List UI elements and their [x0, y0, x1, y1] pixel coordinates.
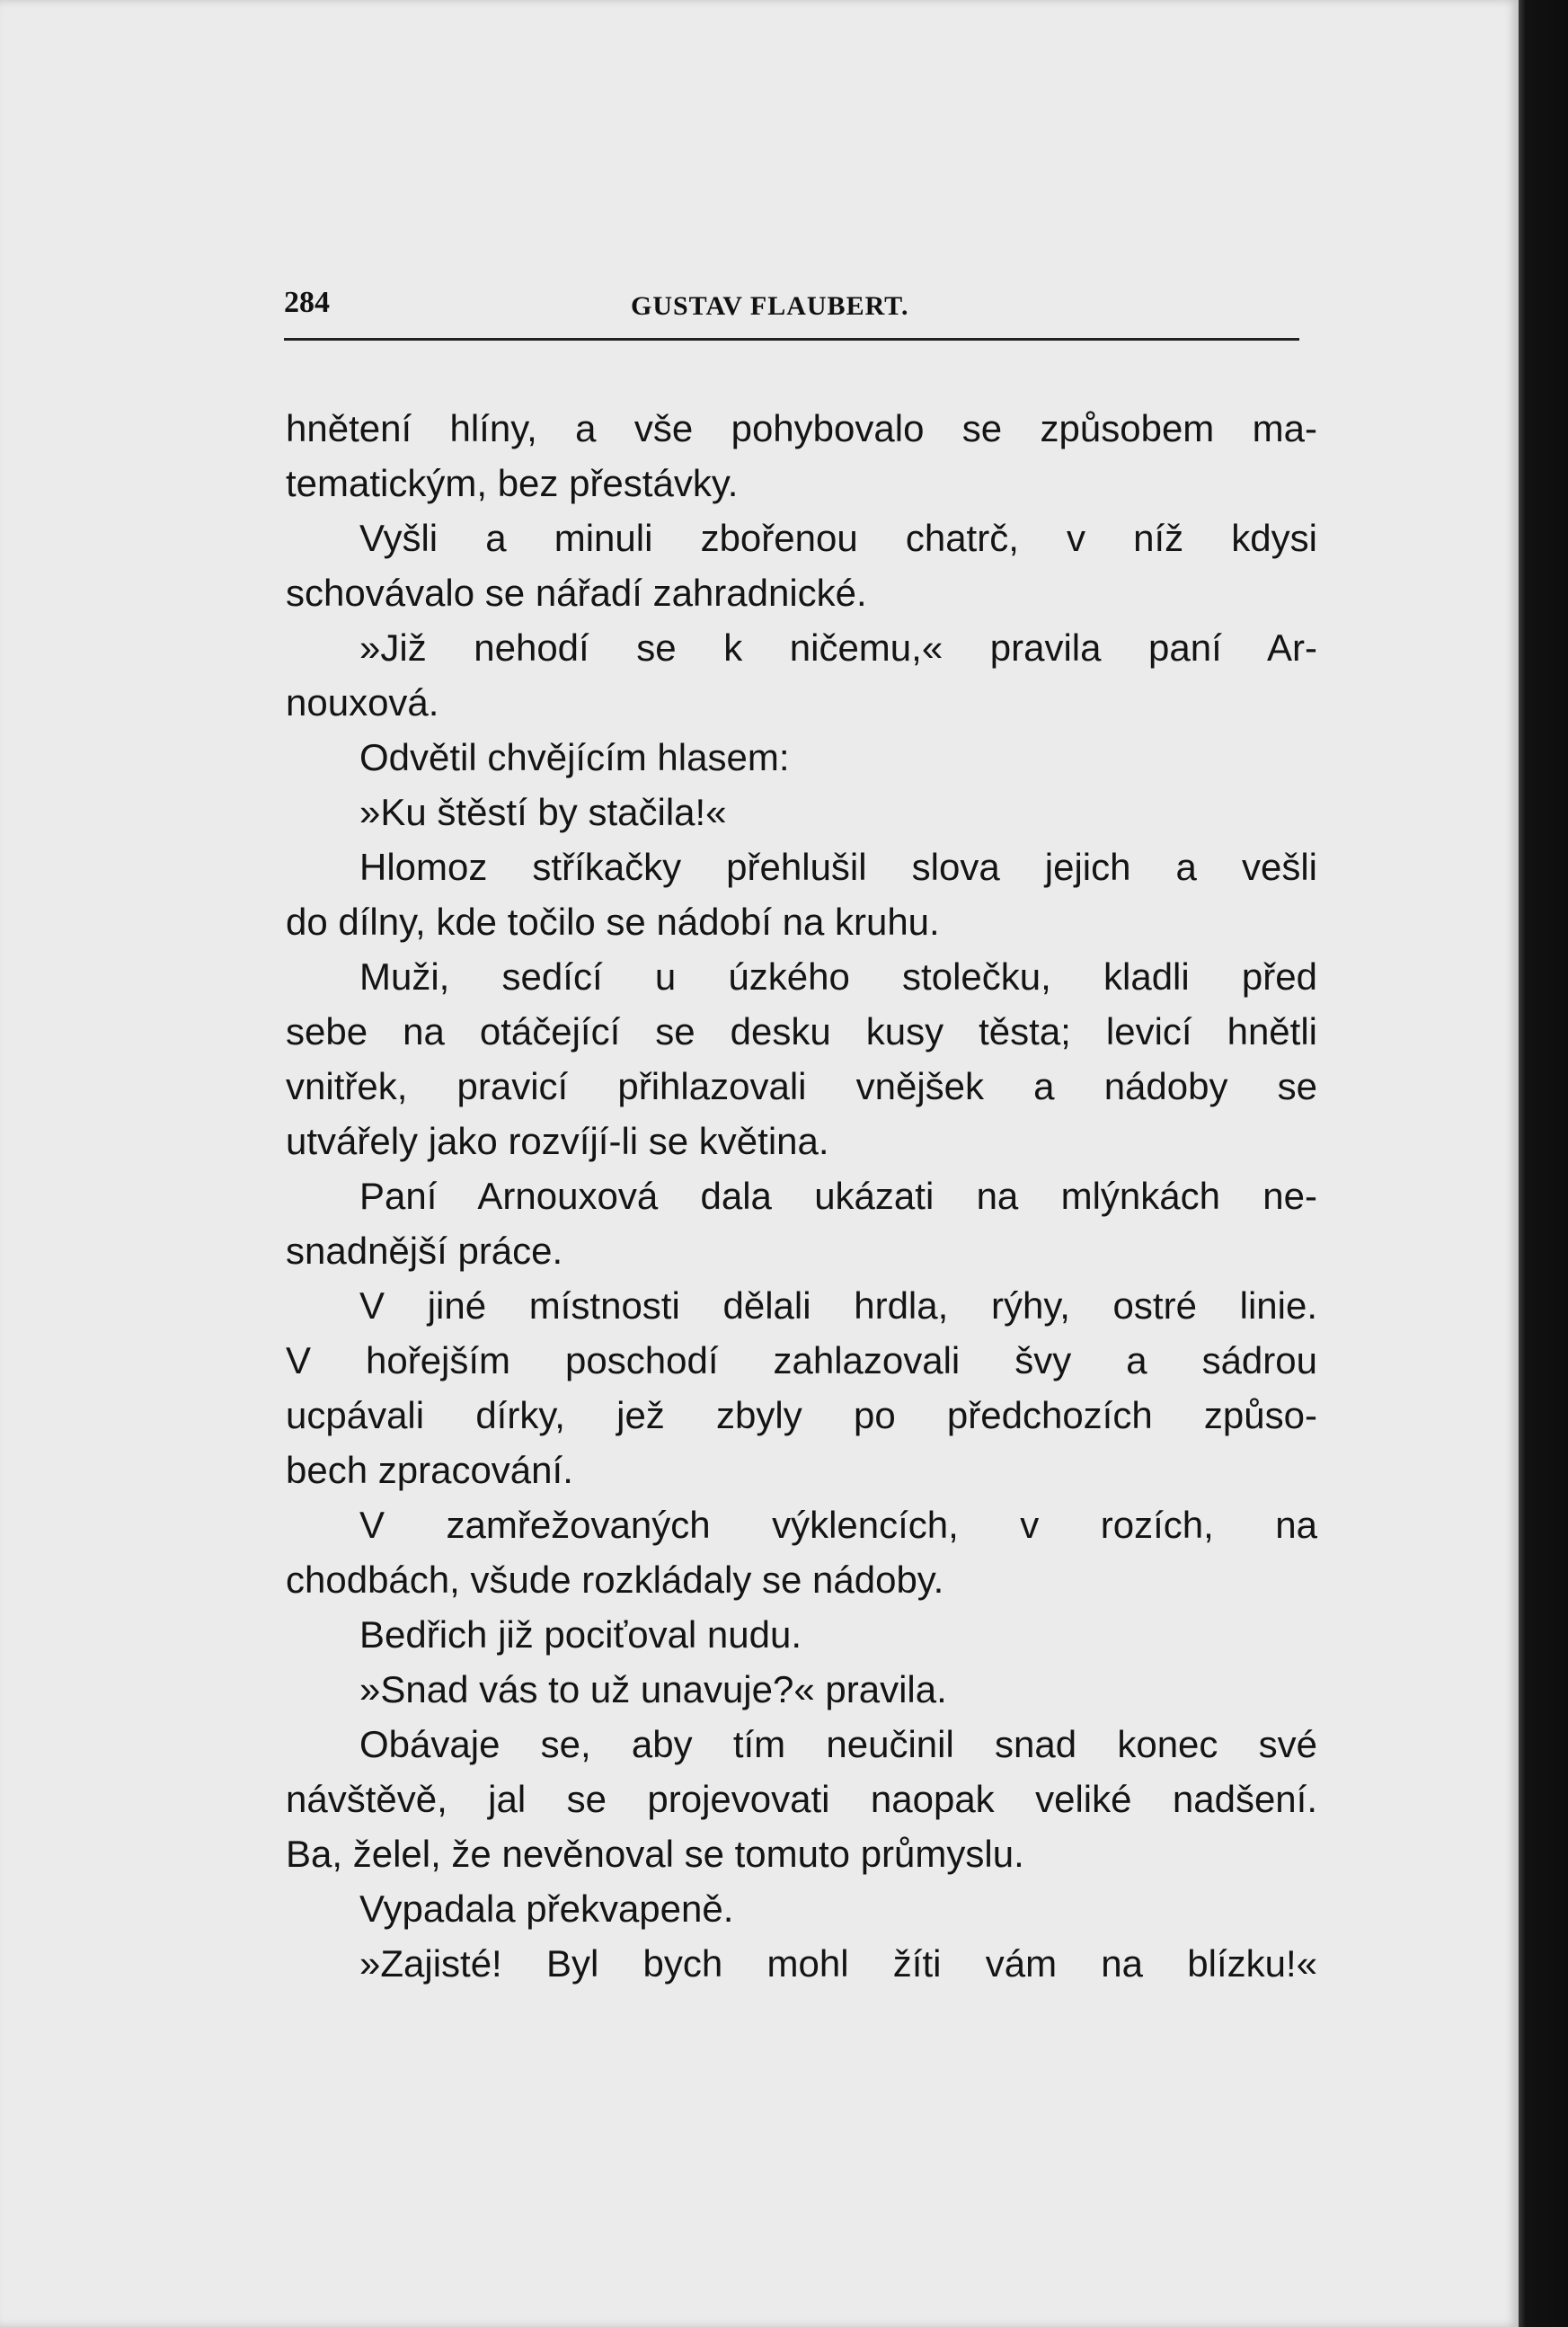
text-line: V zamřežovaných výklencích, v rozích, na [359, 1504, 1317, 1546]
body-text [286, 401, 1317, 1991]
page-number: 284 [284, 286, 330, 319]
text-line: »Zajisté! Byl bych mohl žíti vám na blízku!« [359, 1942, 1317, 1985]
text-line: V jiné místnosti dělali hrdla, rýhy, ostré linie. [359, 1284, 1317, 1327]
text-line: sebe na otáčející se desku kusy těsta; levicí hnětli [286, 1010, 1317, 1052]
text-line: chodbách, všude rozkládaly se nádoby. [286, 1559, 944, 1601]
text-line: V hořejším poschodí zahlazovali švy a sádrou [286, 1339, 1317, 1381]
text-line: »Již nehodí se k ničemu,« pravila paní Ar- [359, 626, 1317, 669]
text-line: Paní Arnouxová dala ukázati na mlýnkách ne- [359, 1175, 1317, 1217]
text-line: Vyšli a minuli zbořenou chatrč, v níž kdysi [359, 517, 1317, 559]
text-line: nouxová. [286, 681, 439, 724]
text-line: ucpávali dírky, jež zbyly po předchozích způso- [286, 1394, 1317, 1436]
text-line: »Ku štěstí by stačila!« [359, 791, 727, 833]
text-line: hnětení hlíny, a vše pohybovalo se způsobem ma- [286, 407, 1317, 449]
text-line: utvářely jako rozvíjí-li se květina. [286, 1120, 829, 1162]
page-edge [1519, 0, 1568, 2327]
text-line: Ba, želel, že nevěnoval se tomuto průmyslu. [286, 1833, 1024, 1875]
text-line: do dílny, kde točilo se nádobí na kruhu. [286, 901, 940, 943]
text-line: »Snad vás to už unavuje?« pravila. [359, 1668, 947, 1710]
text-line: bech zpracování. [286, 1449, 573, 1491]
text-line: Bedřich již pociťoval nudu. [359, 1613, 802, 1656]
page-header [284, 286, 1299, 331]
text-line: Obávaje se, aby tím neučinil snad konec své [359, 1723, 1317, 1765]
text-line: vnitřek, pravicí přihlazovali vnějšek a nádoby se [286, 1065, 1317, 1107]
header-rule [284, 338, 1299, 341]
text-line: snadnější práce. [286, 1230, 563, 1272]
text-line: návštěvě, jal se projevovati naopak veliké nadšení. [286, 1778, 1317, 1820]
text-line: tematickým, bez přestávky. [286, 462, 739, 504]
text-line: Vypadala překvapeně. [359, 1887, 734, 1930]
text-line: schovávalo se nářadí zahradnické. [286, 572, 867, 614]
running-head: GUSTAV FLAUBERT. [631, 291, 909, 321]
text-line: Odvětil chvějícím hlasem: [359, 736, 790, 778]
text-line: Hlomoz stříkačky přehlušil slova jejich a vešli [359, 846, 1317, 888]
text-line: Muži, sedící u úzkého stolečku, kladli před [359, 955, 1317, 998]
